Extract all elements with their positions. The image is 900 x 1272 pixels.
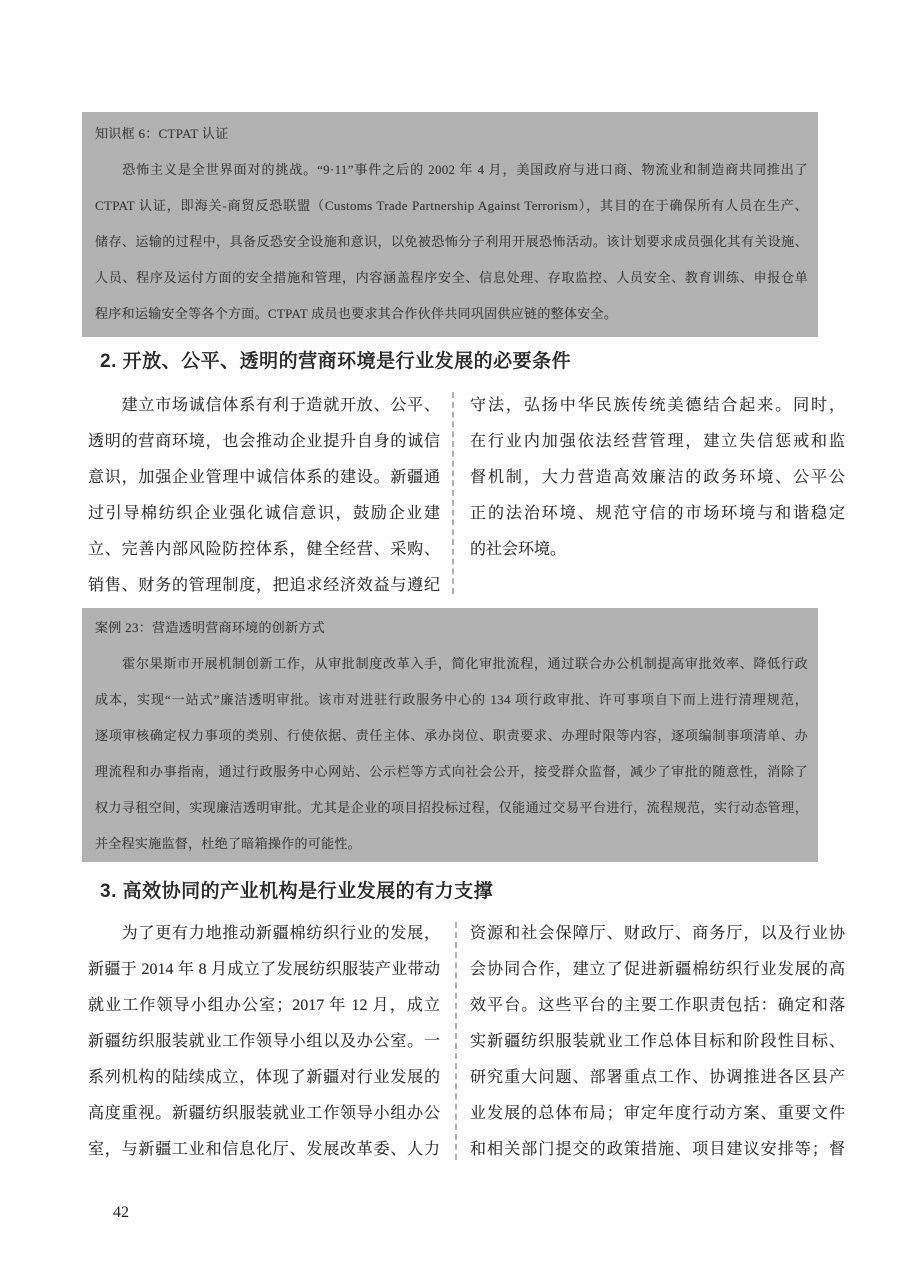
page-number: 42 xyxy=(113,1204,129,1221)
text-line: 理流程和办事指南，通过行政服务中心网站、公示栏等方式向社会公开，接受群众监督，减少了审批的随意性，消除了 xyxy=(95,764,808,779)
knowledge-box-title: 知识框 6：CTPAT 认证 xyxy=(95,126,229,141)
text-line: 业发展的总体布局；审定年度行动方案、重要文件 xyxy=(470,1105,845,1122)
section-2-right-column xyxy=(470,388,845,568)
text-line: 立、完善内部风险防控体系，健全经营、采购、 xyxy=(88,541,440,558)
text-line: 建立市场诚信体系有利于造就开放、公平、 xyxy=(121,397,440,414)
section-2-heading: 2. 开放、公平、透明的营商环境是行业发展的必要条件 xyxy=(100,351,572,372)
text-line: 销售、财务的管理制度，把追求经济效益与遵纪 xyxy=(88,577,440,594)
text-line: 高度重视。新疆纺织服装就业工作领导小组办公 xyxy=(88,1105,440,1122)
text-line: 过引导棉纺织企业强化诚信意识，鼓励企业建 xyxy=(88,505,440,522)
section-3-right-column xyxy=(470,916,845,1168)
column-divider xyxy=(452,392,454,594)
text-line: 实新疆纺织服装就业工作总体目标和阶段性目标、 xyxy=(470,1033,845,1050)
text-line: 新疆纺织服装就业工作领导小组以及办公室。一 xyxy=(88,1033,440,1050)
text-line: 意识，加强企业管理中诚信体系的建设。新疆通 xyxy=(88,469,440,486)
text-line: 研究重大问题、部署重点工作、协调推进各区县产 xyxy=(470,1069,845,1086)
text-line: 成本，实现“一站式”廉洁透明审批。该市对进驻行政服务中心的 134 项行政审批、许可事项自下而上进行清理规范， xyxy=(95,692,808,707)
section-3-heading: 3. 高效协同的产业机构是行业发展的有力支撑 xyxy=(100,881,494,902)
text-line: 效平台。这些平台的主要工作职责包括：确定和落 xyxy=(470,997,845,1014)
case-box xyxy=(82,608,818,862)
text-line: 新疆于 2014 年 8 月成立了发展纺织服装产业带动 xyxy=(88,961,440,978)
text-line: 霍尔果斯市开展机制创新工作，从审批制度改革入手，简化审批流程，通过联合办公机制提高审批效率、降低行政 xyxy=(122,656,808,671)
text-line: 程序和运输安全等各个方面。CTPAT 成员也要求其合作伙伴共同巩固供应链的整体安全。 xyxy=(95,306,618,321)
section-3-left-column xyxy=(88,916,440,1168)
text-line: 资源和社会保障厅、财政厅、商务厅，以及行业协 xyxy=(470,925,845,942)
text-line: 会协同合作，建立了促进新疆棉纺织行业发展的高 xyxy=(470,961,845,978)
text-line: 督机制，大力营造高效廉洁的政务环境、公平公 xyxy=(470,469,845,486)
text-line: 权力寻租空间，实现廉洁透明审批。尤其是企业的项目招投标过程，仅能通过交易平台进行，流程规范，实行动态管理， xyxy=(95,800,808,815)
text-line: 人员、程序及运付方面的安全措施和管理，内容涵盖程序安全、信息处理、存取监控、人员安全、教育训练、申报仓单 xyxy=(95,270,808,285)
text-line: 守法，弘扬中华民族传统美德结合起来。同时， xyxy=(470,397,845,414)
text-line: 正的法治环境、规范守信的市场环境与和谐稳定 xyxy=(470,505,845,522)
column-divider xyxy=(455,922,457,1160)
text-line: 系列机构的陆续成立，体现了新疆对行业发展的 xyxy=(88,1069,440,1086)
text-line: 室，与新疆工业和信息化厅、发展改革委、人力 xyxy=(88,1141,440,1158)
text-line: 并全程实施监督，杜绝了暗箱操作的可能性。 xyxy=(95,836,362,851)
text-line: 的社会环境。 xyxy=(470,541,567,558)
text-line: 储存、运输的过程中，具备反恐安全设施和意识，以免被恐怖分子利用开展恐怖活动。该计划要求成员强化其有关设施、 xyxy=(95,234,808,249)
section-2-left-column xyxy=(88,388,440,604)
text-line: 就业工作领导小组办公室；2017 年 12 月，成立 xyxy=(88,997,440,1014)
text-line: 恐怖主义是全世界面对的挑战。“9·11”事件之后的 2002 年 4 月，美国政府与进口商、物流业和制造商共同推出了 xyxy=(122,162,808,177)
text-line: 为了更有力地推动新疆棉纺织行业的发展， xyxy=(121,925,440,942)
text-line: 逐项审核确定权力事项的类别、行使依据、责任主体、承办岗位、职责要求、办理时限等内容，逐项编制事项清单、办 xyxy=(95,728,808,743)
text-line: CTPAT 认证，即海关-商贸反恐联盟（Customs Trade Partnership Against Terrorism），其目的在于确保所有人员在生产、 xyxy=(95,198,808,213)
knowledge-box xyxy=(82,112,818,337)
text-line: 透明的营商环境，也会推动企业提升自身的诚信 xyxy=(88,433,440,450)
text-line: 在行业内加强依法经营管理，建立失信惩戒和监 xyxy=(470,433,845,450)
text-line: 和相关部门提交的政策措施、项目建议安排等；督 xyxy=(470,1141,845,1158)
case-box-title: 案例 23：营造透明营商环境的创新方式 xyxy=(95,620,325,635)
